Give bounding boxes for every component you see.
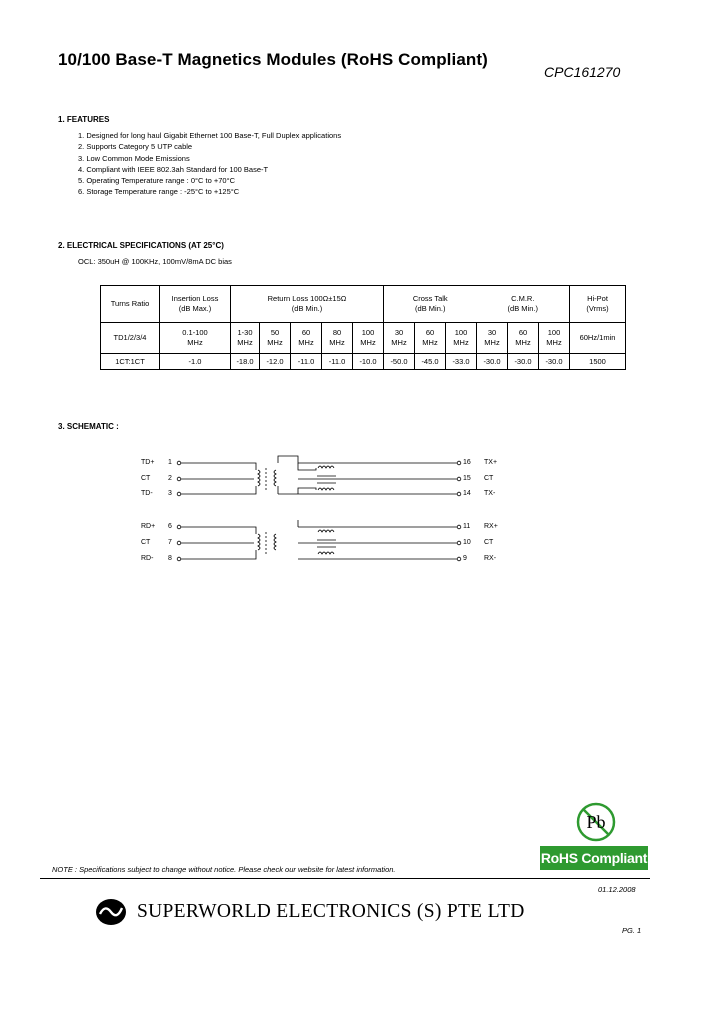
freq-cell: 1-30 MHz [231, 323, 260, 354]
company-name: SUPERWORLD ELECTRONICS (S) PTE LTD [137, 901, 525, 922]
electrical-spec-table [100, 285, 626, 370]
freq-cell: 100 MHz [539, 323, 570, 354]
cross-talk-label: Cross Talk [412, 294, 448, 303]
left-pin: 8 [168, 555, 172, 562]
hipot-value: 1500 [570, 354, 626, 370]
right-label: RX- [484, 555, 497, 562]
freq-cell: 60 MHz [415, 323, 446, 354]
table-row [101, 354, 626, 370]
feature-item: 2. Supports Category 5 UTP cable [78, 142, 193, 152]
left-pin: 6 [168, 523, 172, 530]
turns-sub: TD1/2/3/4 [101, 323, 160, 354]
left-pin: 3 [168, 490, 172, 497]
right-label: CT [484, 475, 494, 482]
page-number: PG. 1 [622, 926, 642, 935]
return-loss-header [231, 286, 384, 323]
value-cell: -10.0 [353, 354, 384, 370]
freq-cell: 80 MHz [322, 323, 353, 354]
right-label: RX+ [484, 523, 498, 530]
freq-cell: 30 MHz [477, 323, 508, 354]
hipot-header [570, 286, 626, 323]
insertion-loss-unit: (dB Max.) [178, 304, 212, 313]
part-number: CPC161270 [544, 64, 621, 80]
left-label: RD+ [141, 523, 156, 530]
page-title: 10/100 Base-T Magnetics Modules (RoHS Compliant) [58, 50, 488, 69]
right-pin: 9 [463, 555, 467, 562]
footer-note: NOTE : Specifications subject to change without notice. Please check our website for latest information. [52, 865, 396, 874]
value-cell: -11.0 [291, 354, 322, 370]
cmr-header [477, 286, 570, 323]
feature-item: 5. Operating Temperature range : 0°C to +70°C [78, 176, 235, 186]
turns-ratio-header: Turns Ratio [101, 286, 160, 323]
left-label: CT [141, 539, 151, 546]
cmr-unit: (dB Min.) [507, 304, 538, 313]
document-date: 01.12.2008 [598, 885, 636, 894]
electrical-heading: 2. ELECTRICAL SPECIFICATIONS (AT 25°C) [58, 241, 224, 250]
feature-item: 6. Storage Temperature range : -25°C to +125°C [78, 187, 240, 197]
pb-free-icon [574, 800, 618, 844]
right-pin: 15 [463, 475, 471, 482]
pb-symbol: Pb [586, 812, 606, 832]
value-cell: -30.0 [508, 354, 539, 370]
freq-cell: 30 MHz [384, 323, 415, 354]
insertion-loss-label: Insertion Loss [171, 294, 219, 303]
left-label: RD- [141, 555, 154, 562]
value-cell: -30.0 [477, 354, 508, 370]
cross-talk-header [384, 286, 477, 323]
table-frequency-row [101, 323, 626, 354]
left-pin: 7 [168, 539, 172, 546]
right-label: CT [484, 539, 494, 546]
value-cell: -11.0 [322, 354, 353, 370]
right-pin: 14 [463, 490, 471, 497]
right-label: TX- [484, 490, 496, 497]
schematic-diagram [170, 450, 470, 570]
left-label: TD+ [141, 459, 155, 466]
value-cell: -1.0 [160, 354, 231, 370]
freq-cell: 0.1-100 MHz [160, 323, 231, 354]
freq-cell: 100 MHz [446, 323, 477, 354]
left-pin: 2 [168, 475, 172, 482]
freq-cell: 100 MHz [353, 323, 384, 354]
return-loss-label: Return Loss 100Ω±15Ω [267, 294, 347, 303]
rohs-badge: RoHS Compliant [540, 846, 648, 870]
freq-cell: 50 MHz [260, 323, 291, 354]
value-cell: -33.0 [446, 354, 477, 370]
schematic-heading: 3. SCHEMATIC : [58, 422, 119, 431]
left-pin: 1 [168, 459, 172, 466]
table-header-row [101, 286, 626, 323]
right-pin: 10 [463, 539, 471, 546]
hipot-label: Hi-Pot [587, 294, 608, 303]
right-label: TX+ [484, 459, 498, 466]
hipot-unit: (Vrms) [586, 304, 609, 313]
left-label: TD- [141, 490, 153, 497]
company-logo-icon [94, 897, 128, 927]
freq-cell: 60 MHz [508, 323, 539, 354]
features-heading: 1. FEATURES [58, 115, 110, 124]
insertion-loss-header [160, 286, 231, 323]
right-pin: 16 [463, 459, 471, 466]
footer-divider [40, 878, 650, 879]
ratio-value: 1CT:1CT [101, 354, 160, 370]
value-cell: -12.0 [260, 354, 291, 370]
features-list [78, 130, 341, 198]
right-pin: 11 [463, 523, 471, 530]
cross-talk-unit: (dB Min.) [415, 304, 446, 313]
feature-item: 1. Designed for long haul Gigabit Ethernet 100 Base-T, Full Duplex applications [78, 131, 342, 140]
left-label: CT [141, 475, 151, 482]
return-loss-unit: (dB Min.) [291, 304, 323, 313]
feature-item: 4. Compliant with IEEE 802.3ah Standard for 100 Base-T [78, 164, 269, 174]
ocl-spec: OCL: 350uH @ 100KHz, 100mV/8mA DC bias [78, 257, 232, 266]
feature-item: 3. Low Common Mode Emissions [78, 153, 190, 163]
value-cell: -45.0 [415, 354, 446, 370]
freq-cell: 60 MHz [291, 323, 322, 354]
value-cell: -50.0 [384, 354, 415, 370]
value-cell: -18.0 [231, 354, 260, 370]
cmr-label: C.M.R. [511, 294, 535, 303]
hipot-sub: 60Hz/1min [570, 323, 626, 354]
value-cell: -30.0 [539, 354, 570, 370]
